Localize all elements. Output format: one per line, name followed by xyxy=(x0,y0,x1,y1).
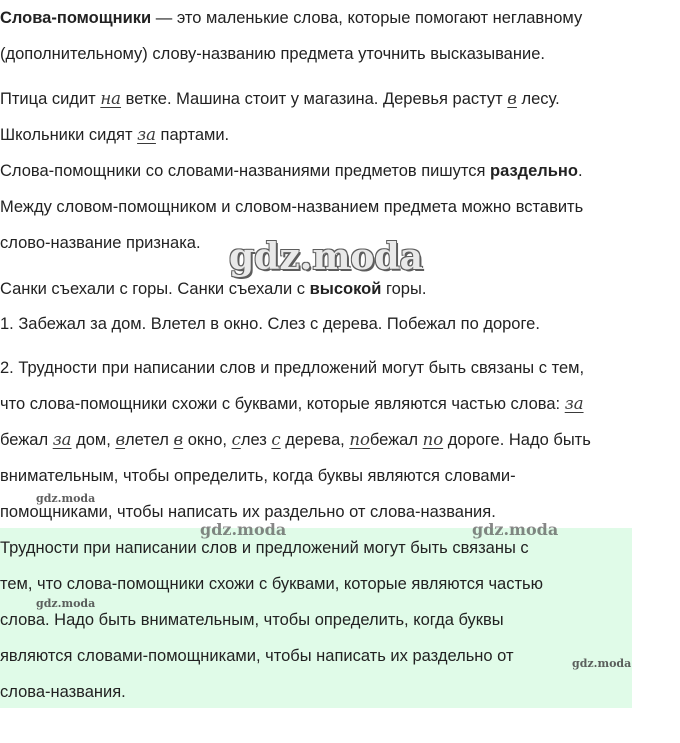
handwritten-prefix: с xyxy=(231,430,241,449)
answer-text: дом, xyxy=(71,431,116,449)
example-line-1 xyxy=(0,88,560,110)
handwritten-prefix: по xyxy=(349,430,370,449)
answer-text: лез xyxy=(240,431,272,449)
answer-text: бежал xyxy=(0,431,53,449)
example-line-2 xyxy=(0,124,229,146)
answer-text: окно, xyxy=(183,431,232,449)
answer-2-line-5: помощниками, чтобы написать их раздельно от слова-названия. xyxy=(0,503,496,521)
summary-line-5: слова-названия. xyxy=(0,683,126,701)
rule-text: Слова-помощники со словами-названиями предметов пишутся xyxy=(0,162,490,180)
example-text: ветке. Машина стоит у магазина. Деревья растут xyxy=(121,90,508,108)
handwritten-word: в xyxy=(507,89,517,108)
summary-line-3: слова. Надо быть внимательным, чтобы определить, когда буквы xyxy=(0,611,504,629)
definition-line-1 xyxy=(0,7,582,29)
example-text: лесу. xyxy=(516,90,560,108)
handwritten-word: за xyxy=(52,430,72,449)
answer-2-line-4: внимательным, чтобы определить, когда буквы являются словами- xyxy=(0,467,516,485)
definition-line-2: (дополнительному) слову-названию предмета уточнить высказывание. xyxy=(0,45,545,63)
handwritten-word: по xyxy=(422,430,444,449)
term-bold: Слова-помощники xyxy=(0,9,152,27)
answer-text: бежал xyxy=(369,431,423,449)
tip-line-1: Между словом-помощником и словом-названием предмета можно вставить xyxy=(0,198,584,216)
answer-2-line-2 xyxy=(0,393,584,415)
answer-2-line-3 xyxy=(0,429,591,451)
definition-text: — это маленькие слова, которые помогают неглавному xyxy=(151,9,583,27)
sledge-text: горы. xyxy=(381,280,427,298)
handwritten-word: с xyxy=(271,430,281,449)
watermark-medium: gdz.moda xyxy=(472,520,559,539)
handwritten-word: за xyxy=(137,125,156,144)
answer-text: дерева, xyxy=(280,431,350,449)
watermark-small: gdz.moda xyxy=(36,597,96,610)
answer-1: 1. Забежал за дом. Влетел в окно. Слез с дерева. Побежал по дороге. xyxy=(0,315,540,333)
tip-line-2: слово-название признака. xyxy=(0,234,201,252)
example-text: Школьники сидят xyxy=(0,126,138,144)
summary-line-4: являются словами-помощниками, чтобы написать их раздельно от xyxy=(0,647,514,665)
summary-line-1: Трудности при написании слов и предложений могут быть связаны с xyxy=(0,539,529,557)
sledge-bold: высокой xyxy=(309,280,382,298)
watermark-medium: gdz.moda xyxy=(200,520,287,539)
answer-2-line-1: 2. Трудности при написании слов и предложений могут быть связаны с тем, xyxy=(0,359,585,377)
sledge-text: Санки съехали с горы. Санки съехали с xyxy=(0,280,310,298)
handwritten-word: на xyxy=(100,89,122,108)
answer-text: летел xyxy=(125,431,174,449)
rule-text: . xyxy=(577,162,583,180)
watermark-small: gdz.moda xyxy=(36,492,96,505)
summary-line-2: тем, что слова-помощники схожи с буквами, которые являются частью xyxy=(0,575,544,593)
watermark-small: gdz.moda xyxy=(572,657,632,670)
sledge-example xyxy=(0,278,426,300)
rule-line xyxy=(0,160,583,182)
example-text: Птица сидит xyxy=(0,90,101,108)
answer-text: что слова-помощники схожи с буквами, которые являются частью слова: xyxy=(0,395,565,413)
handwritten-word: в xyxy=(173,430,184,449)
example-text: партами. xyxy=(155,126,230,144)
rule-bold: раздельно xyxy=(490,162,578,180)
answer-text: дороге. Надо быть xyxy=(443,431,591,449)
handwritten-word: за xyxy=(564,394,584,413)
watermark-logo: gdz.moda xyxy=(229,236,423,278)
handwritten-prefix: в xyxy=(115,430,126,449)
